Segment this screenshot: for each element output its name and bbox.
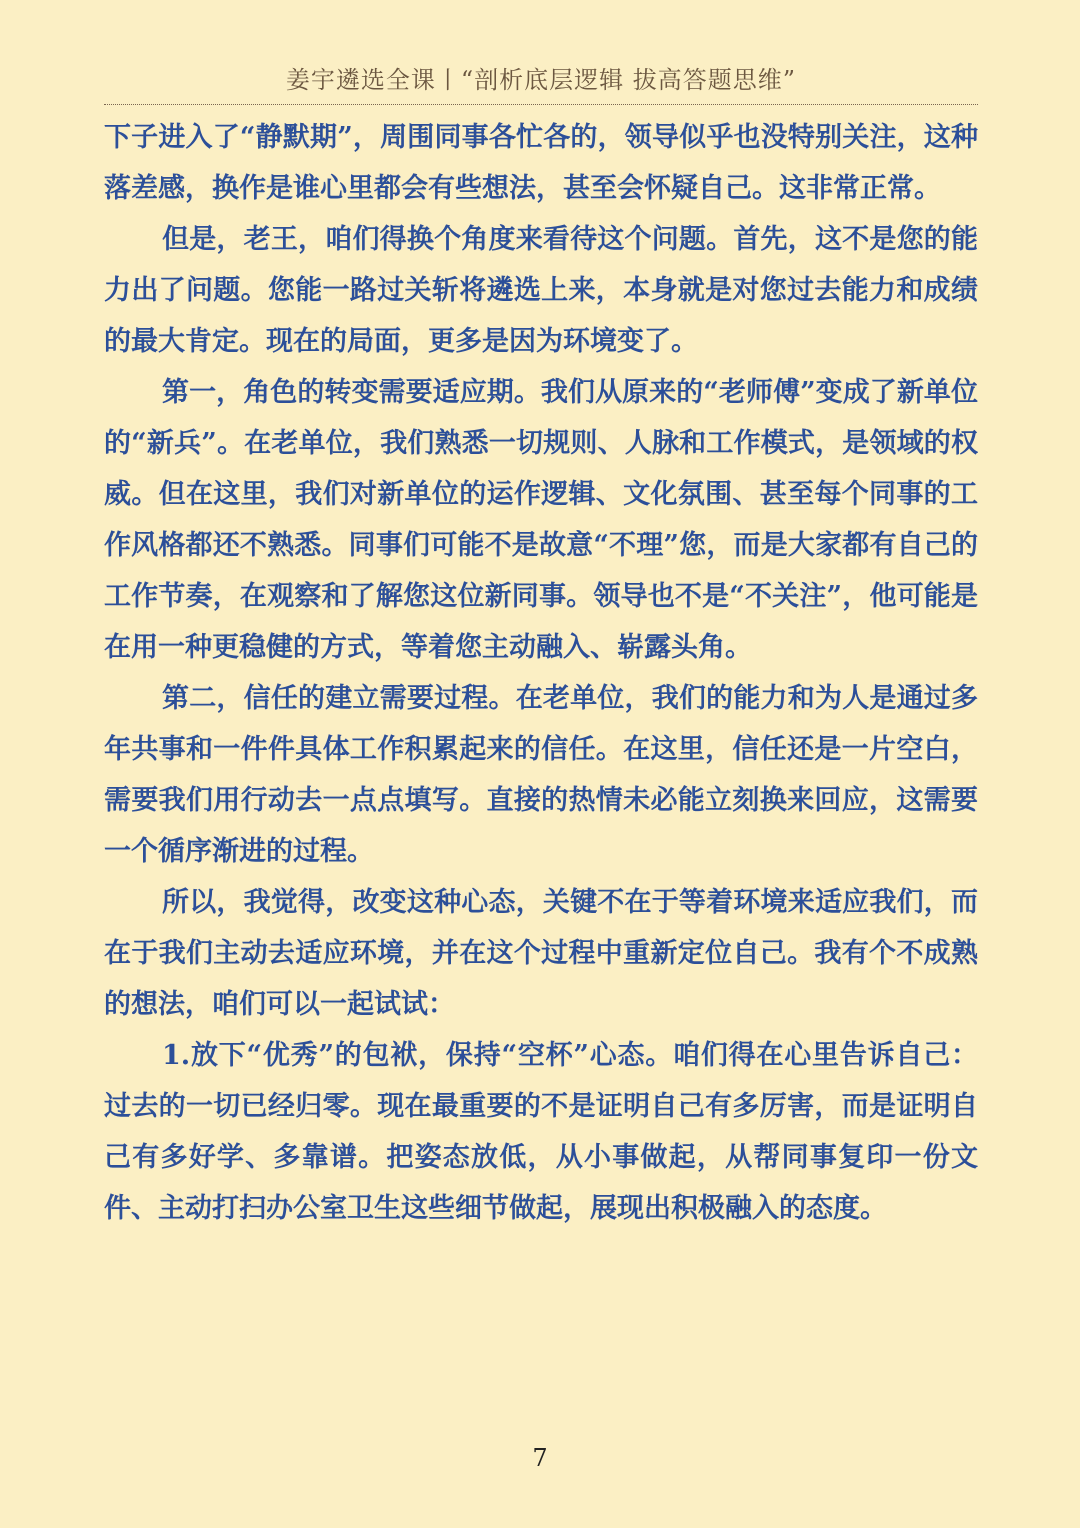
paragraph: 但是，老王，咱们得换个角度来看待这个问题。首先，这不是您的能力出了问题。您能一路过关斩将遴选上来，本身就是对您过去能力和成绩的最大肯定。现在的局面，更多是因为环境变了。 [104,224,978,357]
page-number: 7 [532,1444,548,1472]
paragraph: 第一，角色的转变需要适应期。我们从原来的“老师傅”变成了新单位的“新兵”。在老单位，我们熟悉一切规则、人脉和工作模式，是领域的权威。但在这里，我们对新单位的运作逻辑、文化氛围、甚至每个同事的工作风格都还不熟悉。同事们可能不是故意“不理”您，而是大家都有自己的工作节奏，在观察和了解您这位新同事。领导也不是“不关注”，他可能是在用一种更稳健的方式，等着您主动融入、崭露头角。 [104,377,978,663]
paragraph: 1.放下“优秀”的包袱，保持“空杯”心态。咱们得在心里告诉自己：过去的一切已经归零。现在最重要的不是证明自己有多厉害，而是证明自己有多好学、多靠谱。把姿态放低，从小事做起，从帮同事复印一份文件、主动打扫办公室卫生这些细节做起，展现出积极融入的态度。 [104,1040,978,1224]
page-header-title: 姜宇遴选全课丨“剖析底层逻辑 拔高答题思维” [285,66,797,94]
paragraph: 所以，我觉得，改变这种心态，关键不在于等着环境来适应我们，而在于我们主动去适应环境，并在这个过程中重新定位自己。我有个不成熟的想法，咱们可以一起试试： [104,887,978,1020]
body-text [104,112,978,1234]
paragraph-continued: 下子进入了“静默期”，周围同事各忙各的，领导似乎也没特别关注，这种落差感，换作是谁心里都会有些想法，甚至会怀疑自己。这非常正常。 [104,122,978,204]
header-divider [104,104,978,105]
paragraph: 第二，信任的建立需要过程。在老单位，我们的能力和为人是通过多年共事和一件件具体工作积累起来的信任。在这里，信任还是一片空白，需要我们用行动去一点点填写。直接的热情未必能立刻换来回应，这需要一个循序渐进的过程。 [104,683,978,867]
